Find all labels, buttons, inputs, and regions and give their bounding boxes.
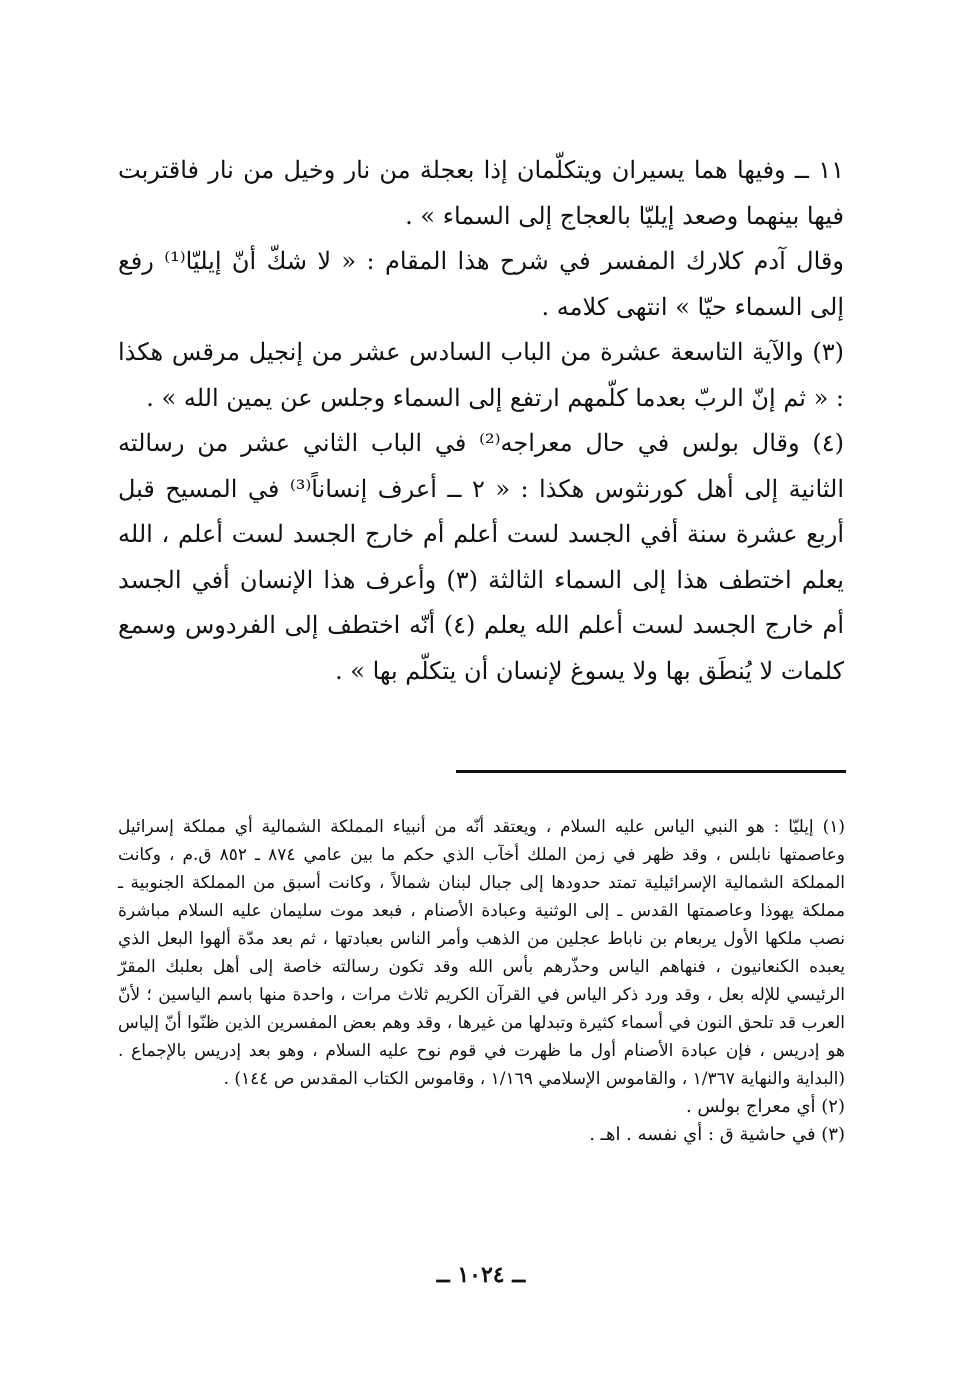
- footnote-separator: [456, 770, 846, 773]
- footnote-3: (٣) في حاشية ق : أي نفسه . اهـ .: [589, 1124, 845, 1145]
- paragraph-mark-verse: (٣) والآية التاسعة عشرة من الباب السادس عشر من إنجيل مرقس هكذا : « ثم إنّ الربّ بعدما كلّمهم ارتفع إلى السماء وجلس عن يمين الله » .: [118, 338, 844, 412]
- paragraph-paul-ascension: (٤) وقال بولس في حال معراجه⁽²⁾ في الباب الثاني عشر من رسالته الثانية إلى أهل كورنثوس هكذا : « ٢ ــ أعرف إنساناً⁽³⁾ في المسيح قبل أربع عشرة سنة أفي الجسد لست أعلم أم خارج الجسد لست أعلم ، الله يعلم اختطف هذا إلى السماء الثالثة (٣) وأعرف هذا الإنسان أفي الجسد أم خارج الجسد لست أعلم الله يعلم (٤) أنّه اختطف إلى الفردوس وسمع كلمات لا يُنطَق بها ولا يسوغ لإنسان أن يتكلّم بها » .: [118, 429, 845, 685]
- main-text: [118, 148, 844, 694]
- page-number: ــ ١٠٢٤ ــ: [436, 1262, 526, 1288]
- footnote-1: (١) إيليّا : هو النبي الياس عليه السلام ، ويعتقد أنّه من أنبياء المملكة الشمالية أي مملكة إسرائيل وعاصمتها نابلس ، وقد ظهر في زمن الملك أخآب الذي حكم ما بين عامي ٨٧٤ ـ ٨٥٢ ق.م ، وكانت المملكة الشمالية الإسرائيلية تمتد حدودها إلى جبال لبنان شمالاً ، وكانت أسبق من المملكة الجنوبية ـ مملكة يهوذا وعاصمتها القدس ـ إلى الوثنية وعبادة الأصنام ، فبعد موت سليمان عليه السلام مباشرة نصب ملكها الأول يربعام بن ناباط عجلين من الذهب وأمر الناس بعبادتها ، ثم بعد مدّة ألهوا البعل الذي يعبده الكنعانيون ، فنهاهم الياس وحذّرهم بأس الله وقد تكون رسالته خاصة إلى أهل بعلبك المقرّ الرئيسي للإله بعل ، وقد ورد ذكر الياس في القرآن الكريم ثلاث مرات ، واحدة منها باسم الياسين ؛ لأنّ العرب قد تلحق النون في أسماء كثيرة وتبدلها من غيرها ، وقد وهم بعض المفسرين الذين ظنّوا أنّ إلياس هو إدريس ، فإن عبادة الأصنام أول ما ظهرت في قوم نوح عليه السلام ، وهو بعد إدريس بالإجماع . (البداية والنهاية ١/٣٦٧ ، والقاموس الإسلامي ١/١٦٩ ، وقاموس الكتاب المقدس ص ١٤٤) .: [118, 817, 845, 1089]
- footnotes: [118, 813, 845, 1149]
- paragraph-verse-11: ١١ ــ وفيها هما يسيران ويتكلّمان إذا بعجلة من نار وخيل من نار فاقتربت فيها بينهما وصعد إيليّا بالعجاج إلى السماء » .: [118, 156, 845, 230]
- footnote-2: (٢) أي معراج بولس .: [685, 1096, 845, 1117]
- paragraph-adam-clarke: وقال آدم كلارك المفسر في شرح هذا المقام : « لا شكّ أنّ إيليّا⁽¹⁾ رفع إلى السماء حيّا » انتهى كلامه .: [118, 247, 844, 321]
